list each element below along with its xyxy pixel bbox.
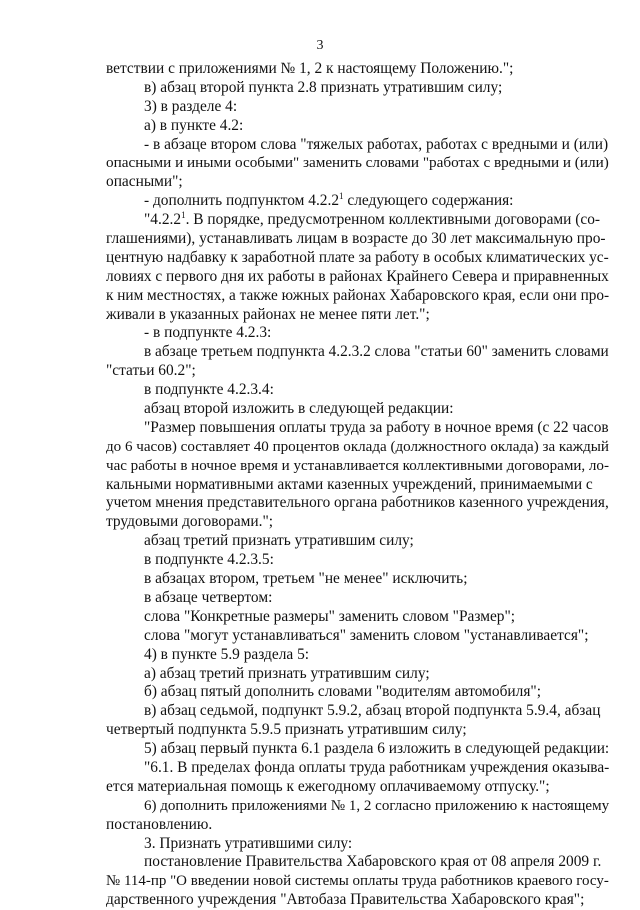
text-line: дарственного учреждения "Автобаза Правительства Хабаровского края"; (106, 891, 585, 909)
text-line: 3. Признать утратившими силу: (144, 834, 353, 852)
text-line: "6.1. В пределах фонда оплаты труда работникам учреждения оказыва- (144, 758, 610, 776)
text-line: в абзаце четвертом: (144, 588, 273, 606)
text-line: 3) в разделе 4: (144, 97, 238, 115)
text-line: в) абзац второй пункта 2.8 признать утратившим силу; (144, 78, 503, 96)
text-line: 6) дополнить приложениями № 1, 2 согласно приложению к настоящему (144, 797, 610, 814)
text-line: слова "могут устанавливаться" заменить словом "устанавливается"; (144, 626, 589, 644)
text-line: до 6 часов) составляет 40 процентов оклада (должностного оклада) за каждый (106, 438, 609, 455)
text-line: 4) в пункте 5.9 раздела 5: (144, 645, 310, 663)
text-line: ловиях с первого дня их работы в районах Крайнего Севера и приравненных (106, 267, 609, 285)
text-line: кальными нормативными актами казенных учреждений, принимаемыми с (106, 475, 593, 493)
text-line: трудовыми договорами."; (106, 513, 274, 531)
text-line: б) абзац пятый дополнить словами "водителям автомобиля"; (144, 683, 541, 701)
text-line: абзац третий признать утратившим силу; (144, 532, 414, 550)
text-line: "Размер повышения оплаты труда за работу в ночное время (с 22 часов (144, 418, 609, 436)
text-line: а) в пункте 4.2: (144, 116, 244, 134)
text-line: центную надбавку к заработной плате за работу в особых климатических ус- (106, 248, 609, 266)
text-line: слова "Конкретные размеры" заменить словом "Размер"; (144, 607, 516, 625)
text-line: опасными и иными особыми" заменить словами "работах с вредными и (или) (106, 154, 609, 172)
text-line: - дополнить подпунктом 4.2.2$^1$ следующего содержания: (144, 191, 514, 210)
text-line: а) абзац третий признать утратившим силу; (144, 664, 430, 682)
text-line: постановлению. (106, 815, 213, 833)
text-line: в подпункте 4.2.3.5: (144, 551, 274, 569)
text-line: учетом мнения представительного органа работников казенного учреждения, (106, 494, 609, 512)
document-body (106, 60, 609, 910)
text-line: "4.2.2$^1$. В порядке, предусмотренном коллективными договорами (со- (144, 210, 601, 229)
text-line: ветствии с приложениями № 1, 2 к настоящему Положению."; (106, 60, 514, 77)
text-line: абзац второй изложить в следующей редакции: (144, 400, 454, 418)
text-line: глашениями), устанавливать лицам в возрасте до 30 лет максимальную про- (106, 230, 606, 248)
text-line: в) абзац седьмой, подпункт 5.9.2, абзац второй подпункта 5.9.4, абзац (144, 702, 601, 720)
text-line: четвертый подпункта 5.9.5 признать утратившим силу; (106, 721, 467, 739)
text-line: - в подпункте 4.2.3: (144, 324, 272, 342)
text-line: к ним местностях, а также южных районах Хабаровского края, если они про- (106, 286, 610, 304)
text-line: в абзацах втором, третьем "не менее" исключить; (144, 570, 468, 588)
text-line: "статьи 60.2"; (106, 362, 196, 380)
text-line: живали в указанных районах не менее пяти лет."; (106, 305, 430, 323)
text-line: ется материальная помощь к ежегодному оплачиваемому отпуску."; (106, 777, 550, 795)
text-line: в абзаце третьем подпункта 4.2.3.2 слова "статьи 60" заменить словами (144, 343, 609, 361)
text-line: в подпункте 4.2.3.4: (144, 381, 274, 399)
text-line: 5) абзац первый пункта 6.1 раздела 6 изложить в следующей редакции: (144, 740, 610, 758)
text-line: - в абзаце втором слова "тяжелых работах, работах с вредными и (или) (144, 135, 609, 153)
text-line: № 114-пр "О введении новой системы оплаты труда работников краевого госу- (106, 873, 609, 890)
text-line: постановление Правительства Хабаровского края от 08 апреля 2009 г. (144, 853, 602, 871)
text-line: час работы в ночное время и устанавливается коллективными договорами, ло- (106, 457, 609, 474)
text-line: опасными"; (106, 173, 183, 191)
page-number: 3 (316, 38, 324, 53)
